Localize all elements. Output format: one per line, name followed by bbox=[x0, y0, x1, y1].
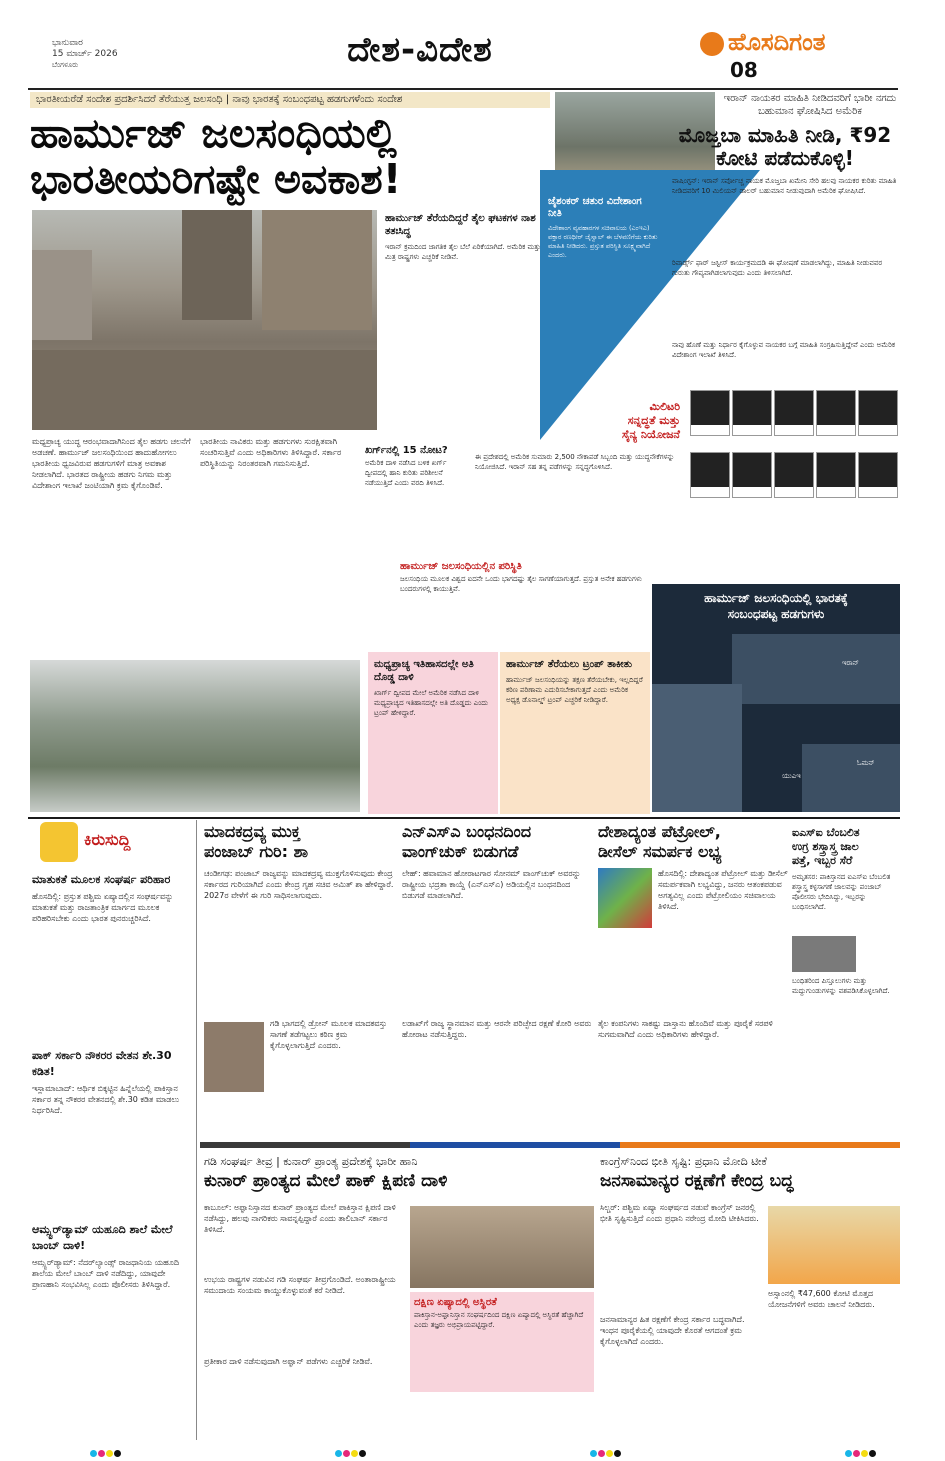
iran-kicker: ಇರಾನ್ ನಾಯಕರ ಮಾಹಿತಿ ನೀಡಿದವರಿಗೆ ಭಾರೀ ನಗದು ಬಹುಮಾನ ಘೋಷಿಸಿದ ಅಮೆರಿಕ bbox=[723, 93, 897, 117]
isis-headline-1: ಐಎಸ್‌ಐ ಬೆಂಬಲಿತ bbox=[792, 826, 860, 839]
portrait-10 bbox=[858, 452, 898, 498]
header-date: 15 ಮಾರ್ಚ್ 2026 bbox=[52, 49, 118, 59]
wanted-portraits bbox=[690, 390, 900, 515]
kiru-item-1-title: ಮಾತುಕತೆ ಮೂಲಕ ಸಂಘರ್ಷ ಪರಿಹಾರ bbox=[32, 873, 171, 886]
modi-photo bbox=[768, 1206, 900, 1284]
wangchuk-headline-1: ಎನ್‌ಎಸ್‌ಎ ಬಂಧನದಿಂದ bbox=[402, 822, 532, 841]
lead-side-head: ಹಾರ್ಮುಜ್ ತೆರೆಯದಿದ್ದರೆ ತೈಲ ಘಟಕಗಳ ನಾಶ ತತಃಸಿದ್ಧ bbox=[385, 213, 536, 237]
lead-headline-line2: ಭಾರತೀಯರಿಗಷ್ಟೇ ಅವಕಾಶ! bbox=[30, 155, 402, 203]
kiru-item-2-text: ಇಸ್ಲಾಮಾಬಾದ್: ಆರ್ಥಿಕ ಬಿಕ್ಕಟ್ಟಿನ ಹಿನ್ನೆಲೆಯಲ್ಲಿ ಪಾಕಿಸ್ತಾನ ಸರ್ಕಾರ ತನ್ನ ನೌಕರರ ವೇತನದಲ್ಲಿ ಶೇ.30 ಕಡಿತ ಮಾಡಲು ನಿರ್ಧರಿಸಿದೆ. bbox=[32, 1084, 180, 1115]
amit-shah-photo bbox=[204, 1022, 264, 1092]
fuel-pump-photo bbox=[598, 868, 652, 928]
petrol-headline-1: ದೇಶಾದ್ಯಂತ ಪೆಟ್ರೋಲ್, bbox=[598, 822, 721, 841]
kunar-photo bbox=[410, 1206, 594, 1288]
stat-box-title: ಖರ್ಗ್‌ನಲ್ಲಿ 15 ನೋಟ? bbox=[365, 445, 448, 456]
color-band bbox=[200, 1142, 900, 1148]
weapons-photo bbox=[792, 936, 856, 972]
kiru-item-1-text: ಹೊಸದಿಲ್ಲಿ: ಪ್ರಸ್ತುತ ಪಶ್ಚಿಮ ಏಷ್ಯಾದಲ್ಲಿನ ಸಂಘರ್ಷವನ್ನು ಮಾತುಕತೆ ಮತ್ತು ರಾಜತಾಂತ್ರಿಕ ಮಾರ್ಗದ ಮೂಲಕ ಪರಿಹರಿಸಬೇಕು ಎಂದು ಭಾರತ ಪುನರುಚ್ಚರಿಸಿದೆ. bbox=[32, 892, 174, 923]
modi-kicker: ಕಾಂಗ್ರೆಸ್‌ನಿಂದ ಭೀತಿ ಸೃಷ್ಟಿ: ಪ್ರಧಾನಿ ಮೋದಿ ಟೀಕೆ bbox=[600, 1155, 767, 1168]
story-wangchuk bbox=[402, 822, 592, 1168]
kiru-item-1 bbox=[32, 872, 192, 1011]
kunar-text-2: ಉಭಯ ರಾಷ್ಟ್ರಗಳ ನಡುವಿನ ಗಡಿ ಸಂಘರ್ಷ ತೀವ್ರಗೊಂಡಿದೆ. ಅಂತಾರಾಷ್ಟ್ರೀಯ ಸಮುದಾಯ ಸಂಯಮ ಕಾಯ್ದುಕೊಳ್ಳುವಂತೆ ಕರೆ ನೀಡಿದೆ. bbox=[204, 1275, 396, 1295]
kunar-headline: ಕುನಾರ್ ಪ್ರಾಂತ್ಯದ ಮೇಲೆ ಪಾಕ್ ಕ್ಷಿಪಣಿ ದಾಳಿ bbox=[204, 1171, 448, 1191]
map-title-1: ಹಾರ್ಮುಜ್ ಜಲಸಂಧಿಯಲ್ಲಿ ಭಾರತಕ್ಕೆ bbox=[704, 591, 848, 605]
modi-text-2: ಜನಸಾಮಾನ್ಯರ ಹಿತ ರಕ್ಷಣೆಗೆ ಕೇಂದ್ರ ಸರ್ಕಾರ ಬದ್ಧವಾಗಿದೆ. ಇಂಧನ ಪೂರೈಕೆಯಲ್ಲಿ ಯಾವುದೇ ಕೊರತೆ ಆಗದಂತೆ ಕ್ರಮ ಕೈಗೊಳ್ಳಲಾಗಿದೆ ಎಂದರು. bbox=[600, 1315, 745, 1346]
header-rule bbox=[28, 88, 898, 90]
modi-text-3: ಅಸ್ಸಾಂನಲ್ಲಿ ₹47,600 ಕೋಟಿ ಮೊತ್ತದ ಯೋಜನೆಗಳಿಗೆ ಅವರು ಚಾಲನೆ ನೀಡಿದರು. bbox=[768, 1289, 875, 1309]
portrait-3 bbox=[774, 390, 814, 436]
punjab-text: ಚಂಡೀಗಢ: ಪಂಜಾಬ್ ರಾಜ್ಯವನ್ನು ಮಾದಕದ್ರವ್ಯ ಮುಕ್ತಗೊಳಿಸುವುದು ಕೇಂದ್ರ ಸರ್ಕಾರದ ಗುರಿಯಾಗಿದೆ ಎಂದು ಕೇಂದ್ರ ಗೃಹ ಸಚಿವ ಅಮಿತ್ ಶಾ ಹೇಳಿದ್ದಾರೆ. 2027ರ ವೇಳೆಗೆ ಈ ಗುರಿ ಸಾಧಿಸಲಾಗುವುದು. bbox=[204, 869, 394, 900]
wangchuk-text-2: ಲಡಾಖ್‌ಗೆ ರಾಜ್ಯ ಸ್ಥಾನಮಾನ ಮತ್ತು ಆರನೇ ಪರಿಚ್ಛೇದ ರಕ್ಷಣೆ ಕೋರಿ ಅವರು ಹೋರಾಟ ನಡೆಸುತ್ತಿದ್ದರು. bbox=[402, 1019, 592, 1039]
middle-east-title: ಮಧ್ಯಪ್ರಾಚ್ಯ ಇತಿಹಾಸದಲ್ಲೇ ಅತಿ ದೊಡ್ಡ ದಾಳಿ bbox=[374, 659, 474, 683]
column-rule bbox=[196, 820, 197, 1440]
isis-headline-2: ಉಗ್ರ ಶಸ್ತ್ರಾಸ್ತ್ರ ಜಾಲ bbox=[792, 840, 859, 853]
situation-title: ಹಾರ್ಮುಜ್ ಜಲಸಂಧಿಯಲ್ಲಿನ ಪರಿಸ್ಥಿತಿ bbox=[400, 561, 522, 572]
lead-side-column bbox=[385, 212, 545, 442]
petrol-text-2: ತೈಲ ಕಂಪನಿಗಳು ಸಾಕಷ್ಟು ದಾಸ್ತಾನು ಹೊಂದಿವೆ ಮತ್ತು ಪೂರೈಕೆ ಸರಪಳಿ ಸುಗಮವಾಗಿದೆ ಎಂದು ಅಧಿಕಾರಿಗಳು ಹೇಳಿದ್ದಾರೆ. bbox=[598, 1019, 773, 1039]
kunar-text-3: ಪ್ರತೀಕಾರ ದಾಳಿ ನಡೆಸುವುದಾಗಿ ಅಫ್ಘಾನ್ ಪಡೆಗಳು ಎಚ್ಚರಿಕೆ ನೀಡಿವೆ. bbox=[204, 1357, 373, 1366]
header-day: ಭಾನುವಾರ bbox=[52, 38, 83, 48]
kiru-item-3-title: ಆಮ್ಸ್ಟರ್‌ಡ್ಯಾಮ್ ಯಹೂದಿ ಶಾಲೆ ಮೇಲೆ ಬಾಂಬ್ ದಾಳಿ! bbox=[32, 1223, 173, 1252]
military-title-1: ಮಿಲಿಟರಿ bbox=[649, 400, 680, 413]
blue-panel-text: ವಿದೇಶಾಂಗ ವ್ಯವಹಾರಗಳ ಸಚಿವಾಲಯ (ಎಂಇಎ) ವಕ್ತಾರ ರಣಧೀರ್ ಜೈಸ್ವಾಲ್ ಈ ಬೆಳವಣಿಗೆಯ ಕುರಿತು ಮಾಹಿತಿ ನೀಡಿದರು. ಪ್ರಸ್ತುತ ಪರಿಸ್ಥಿತಿ ಸೂಕ್ಷ್ಮವಾಗಿದೆ ಎಂದರು. bbox=[548, 224, 658, 259]
situation-box bbox=[400, 560, 650, 624]
trump-box bbox=[500, 652, 650, 814]
portrait-7 bbox=[732, 452, 772, 498]
kunar-kicker: ಗಡಿ ಸಂಘರ್ಷ ತೀವ್ರ | ಕುನಾರ್ ಪ್ರಾಂತ್ಯ ಪ್ರದೇಶಕ್ಕೆ ಭಾರೀ ಹಾನಿ bbox=[204, 1155, 418, 1168]
lead-body-col2: ಭಾರತೀಯ ನಾವಿಕರು ಮತ್ತು ಹಡಗುಗಳು ಸುರಕ್ಷಿತವಾಗಿ ಸಂಚರಿಸುತ್ತಿವೆ ಎಂದು ಅಧಿಕಾರಿಗಳು ತಿಳಿಸಿದ್ದಾರೆ. ಸರ್ಕಾರ ಪರಿಸ್ಥಿತಿಯನ್ನು ನಿರಂತರವಾಗಿ ಗಮನಿಸುತ್ತಿದೆ. bbox=[200, 437, 342, 468]
iran-headline: ಮೊಜ್ತಬಾ ಮಾಹಿತಿ ನೀಡಿ, ₹92 ಕೋಟಿ ಪಡೆದುಕೊಳ್ಳಿ! bbox=[678, 123, 892, 170]
section-title: ದೇಶ-ವಿದೇಶ bbox=[347, 30, 493, 70]
kiru-item-3 bbox=[32, 1222, 192, 1437]
military-text: ಈ ಪ್ರದೇಶದಲ್ಲಿ ಅಮೆರಿಕ ಸುಮಾರು 2,500 ನೌಕಾಪಡೆ ಸಿಬ್ಬಂದಿ ಮತ್ತು ಯುದ್ಧನೌಕೆಗಳನ್ನು ನಿಯೋಜಿಸಿದೆ. ಇರಾನ್ ಸಹ ತನ್ನ ಪಡೆಗಳನ್ನು ಸನ್ನದ್ಧಗೊಳಿಸಿದೆ. bbox=[475, 453, 675, 471]
story-punjab bbox=[204, 822, 394, 1148]
header-date-block bbox=[52, 38, 118, 71]
portrait-6 bbox=[690, 452, 730, 498]
map-label-oman: ಓಮನ್ bbox=[857, 759, 875, 767]
kiru-item-3-text: ಆಮ್ಸ್ಟರ್‌ಡ್ಯಾಮ್: ನೆದರ್‌ಲ್ಯಾಂಡ್ಸ್ ರಾಜಧಾನಿಯ ಯಹೂದಿ ಶಾಲೆಯ ಮೇಲೆ ಬಾಂಬ್ ದಾಳಿ ನಡೆದಿದ್ದು, ಯಾವುದೇ ಪ್ರಾಣಹಾನಿ ಸಂಭವಿಸಿಲ್ಲ ಎಂದು ಪೊಲೀಸರು ತಿಳಿಸಿದ್ದಾರೆ. bbox=[32, 1258, 180, 1289]
kunar-box-text: ಪಾಕಿಸ್ತಾನ-ಅಫ್ಘಾನಿಸ್ತಾನ ಸಂಘರ್ಷದಿಂದ ದಕ್ಷಿಣ ಏಷ್ಯಾದಲ್ಲಿ ಅಸ್ಥಿರತೆ ಹೆಚ್ಚಾಗಿದೆ ಎಂದು ತಜ್ಞರು ಅಭಿಪ್ರಾಯಪಟ್ಟಿದ್ದಾರೆ. bbox=[414, 1311, 584, 1329]
story-petrol bbox=[598, 822, 788, 1158]
story-modi bbox=[600, 1154, 900, 1346]
wangchuk-headline-2: ವಾಂಗ್‌ಚುಕ್ ಬಿಡುಗಡೆ bbox=[402, 842, 519, 861]
brand-logo bbox=[700, 28, 895, 80]
portrait-9 bbox=[816, 452, 856, 498]
military-title-2: ಸನ್ನದ್ಧತೆ ಮತ್ತು bbox=[627, 414, 680, 427]
stat-box-text: ಅಮೆರಿಕ ದಾಳಿ ನಡೆಸಿದ ಬಳಿಕ ಖರ್ಗ್ ದ್ವೀಪದಲ್ಲಿ ಹಾನಿ ಕುರಿತು ಪರಿಶೀಲನೆ ನಡೆಯುತ್ತಿದೆ ಎಂದು ವರದಿ ತಿಳಿಸಿದೆ. bbox=[365, 459, 447, 487]
military-box bbox=[585, 400, 680, 442]
brand-emblem-icon bbox=[700, 32, 724, 56]
lead-headline-line1: ಹಾರ್ಮುಜ್ ಜಲಸಂಧಿಯಲ್ಲಿ bbox=[30, 109, 397, 157]
registration-marks-2 bbox=[335, 1442, 371, 1450]
header-city: ಬೆಂಗಳೂರು bbox=[52, 61, 79, 69]
petrol-text: ಹೊಸದಿಲ್ಲಿ: ದೇಶಾದ್ಯಂತ ಪೆಟ್ರೋಲ್ ಮತ್ತು ಡೀಸೆಲ್ ಸಮರ್ಪಕವಾಗಿ ಲಭ್ಯವಿದ್ದು, ಜನರು ಆತಂಕಪಡುವ ಅಗತ್ಯವಿಲ್ಲ ಎಂದು ಪೆಟ್ರೋಲಿಯಂ ಸಚಿವಾಲಯ ತಿಳಿಸಿದೆ. bbox=[658, 869, 788, 911]
blue-panel-content bbox=[548, 196, 658, 384]
hand-icon bbox=[40, 822, 78, 862]
lead-side-text: ಇರಾನ್ ಕ್ರಮದಿಂದ ಜಾಗತಿಕ ತೈಲ ಬೆಲೆ ಏರಿಕೆಯಾಗಿದೆ. ಅಮೆರಿಕ ಮತ್ತು ಮಿತ್ರ ರಾಷ್ಟ್ರಗಳು ಎಚ್ಚರಿಕೆ ನೀಡಿವೆ. bbox=[385, 243, 541, 261]
story-kunar bbox=[204, 1154, 594, 1366]
punjab-text-2: ಗಡಿ ಭಾಗದಲ್ಲಿ ಡ್ರೋನ್ ಮೂಲಕ ಮಾದಕವಸ್ತು ಸಾಗಣೆ ತಡೆಗಟ್ಟಲು ಕಠಿಣ ಕ್ರಮ ಕೈಗೊಳ್ಳಲಾಗುತ್ತಿದೆ ಎಂದರು. bbox=[270, 1019, 387, 1050]
kiru-suddi-logo bbox=[40, 820, 180, 866]
wangchuk-text: ಲೇಹ್: ಹವಾಮಾನ ಹೋರಾಟಗಾರ ಸೋನಮ್ ವಾಂಗ್‌ಚುಕ್ ಅವರನ್ನು ರಾಷ್ಟ್ರೀಯ ಭದ್ರತಾ ಕಾಯ್ದೆ (ಎನ್‌ಎಸ್‌ಎ) ಅಡಿಯಲ್ಲಿನ ಬಂಧನದಿಂದ ಬಿಡುಗಡೆ ಮಾಡಲಾಗಿದೆ. bbox=[402, 869, 581, 900]
kiru-item-2 bbox=[32, 1048, 192, 1203]
military-title-3: ಸೈನ್ಯ ನಿಯೋಜನೆ bbox=[622, 428, 680, 441]
isis-text-2: ಬಂಧಿತರಿಂದ ಪಿಸ್ತೂಲುಗಳು ಮತ್ತು ಮದ್ದುಗುಂಡುಗಳನ್ನು ವಶಪಡಿಸಿಕೊಳ್ಳಲಾಗಿದೆ. bbox=[792, 977, 890, 995]
trump-text: ಹಾರ್ಮುಜ್ ಜಲಸಂಧಿಯನ್ನು ತಕ್ಷಣ ತೆರೆಯಬೇಕು, ಇಲ್ಲದಿದ್ದರೆ ಕಠಿಣ ಪರಿಣಾಮ ಎದುರಿಸಬೇಕಾಗುತ್ತದೆ ಎಂದು ಅಮೆರಿಕ ಅಧ್ಯಕ್ಷ ಡೊನಾಲ್ಡ್ ಟ್ರಂಪ್ ಎಚ್ಚರಿಕೆ ನೀಡಿದ್ದಾರೆ. bbox=[506, 676, 643, 704]
map-title bbox=[658, 590, 894, 622]
lead-body-col1: ಮಧ್ಯಪ್ರಾಚ್ಯ ಯುದ್ಧ ಆರಂಭವಾದಾಗಿನಿಂದ ತೈಲ ಹಡಗು ಚಲನೆಗೆ ಅಡಚಣೆ. ಹಾರ್ಮುಜ್ ಜಲಸಂಧಿಯಿಂದ ಹಾದುಹೋಗಲು ಭಾರತೀಯ ಧ್ವಜವಿರುವ ಹಡಗುಗಳಿಗೆ ಮಾತ್ರ ಅವಕಾಶ ನೀಡಲಾಗಿದೆ. ಭಾರತದ ರಾಷ್ಟ್ರೀಯ ಹಡಗು ನಿಗಮ ಮತ್ತು ವಿದೇಶಾಂಗ ಇಲಾಖೆ ಜಂಟಿಯಾಗಿ ಕ್ರಮ ಕೈಗೊಂಡಿವೆ. bbox=[32, 437, 191, 490]
middle-east-box bbox=[368, 652, 498, 814]
kunar-box bbox=[410, 1292, 594, 1392]
story-isis bbox=[792, 826, 902, 1136]
situation-text: ಜಲಸಂಧಿಯ ಮೂಲಕ ವಿಶ್ವದ ಐದನೇ ಒಂದು ಭಾಗದಷ್ಟು ತೈಲ ಸಾಗಣೆಯಾಗುತ್ತದೆ. ಪ್ರಸ್ತುತ ಅನೇಕ ಹಡಗುಗಳು ಬಂದರುಗಳಲ್ಲಿ ಕಾಯುತ್ತಿವೆ. bbox=[400, 575, 642, 593]
modi-headline: ಜನಸಾಮಾನ್ಯರ ರಕ್ಷಣೆಗೆ ಕೇಂದ್ರ ಬದ್ಧ bbox=[600, 1171, 794, 1191]
punjab-headline-2: ಪಂಜಾಬ್ ಗುರಿ: ಶಾ bbox=[204, 842, 309, 861]
kiru-suddi-title: ಕಿರುಸುದ್ದಿ bbox=[84, 830, 131, 849]
section-divider bbox=[28, 817, 900, 819]
petrol-headline-2: ಡೀಸೆಲ್ ಸಮರ್ಪಕ ಲಭ್ಯ bbox=[598, 842, 722, 861]
brand-name: ಹೊಸದಿಗಂತ bbox=[728, 28, 826, 56]
rubble-photo bbox=[32, 210, 377, 430]
registration-marks-4 bbox=[845, 1442, 881, 1450]
iran-text-3: ನಾವು ಹೊಣೆ ಮತ್ತು ನಿರ್ಧಾರ ಕೈಗೊಳ್ಳುವ ನಾಯಕರ ಬಗ್ಗೆ ಮಾಹಿತಿ ಸಂಗ್ರಹಿಸುತ್ತಿದ್ದೇವೆ ಎಂದು ಅಮೆರಿಕ ವಿದೇಶಾಂಗ ಇಲಾಖೆ ತಿಳಿಸಿದೆ. bbox=[672, 341, 896, 359]
kiru-item-2-title: ಪಾಕ್ ಸರ್ಕಾರಿ ನೌಕರರ ವೇತನ ಶೇ.30 ಕಡಿತ! bbox=[32, 1049, 172, 1078]
registration-marks-3 bbox=[590, 1442, 626, 1450]
registration-marks-1 bbox=[90, 1442, 126, 1450]
map-label-iran: ಇರಾನ್ bbox=[842, 659, 859, 667]
portrait-4 bbox=[816, 390, 856, 436]
middle-east-text: ಖಾರ್ಗ್ ದ್ವೀಪದ ಮೇಲೆ ಅಮೆರಿಕ ನಡೆಸಿದ ದಾಳಿ ಮಧ್ಯಪ್ರಾಚ್ಯದ ಇತಿಹಾಸದಲ್ಲೇ ಅತಿ ದೊಡ್ಡದು ಎಂದು ಟ್ರಂಪ್ ಹೇಳಿದ್ದಾರೆ. bbox=[374, 689, 488, 717]
isis-text: ಅಮೃತಸರ: ಪಾಕಿಸ್ತಾನದ ಐಎಸ್‌ಐ ಬೆಂಬಲಿತ ಶಸ್ತ್ರಾಸ್ತ್ರ ಕಳ್ಳಸಾಗಣೆ ಜಾಲವನ್ನು ಪಂಜಾಬ್ ಪೊಲೀಸರು ಭೇದಿಸಿದ್ದು, ಇಬ್ಬರನ್ನು ಬಂಧಿಸಲಾಗಿದೆ. bbox=[792, 873, 891, 911]
kunar-box-title: ದಕ್ಷಿಣ ಏಷ್ಯಾದಲ್ಲಿ ಅಸ್ಥಿರತೆ bbox=[414, 1297, 497, 1308]
page-number: 08 bbox=[730, 58, 758, 82]
lead-kicker: ಭಾರತೀಯರೆಡೆ ಸಂದೇಶ ಪ್ರದರ್ಶಿಸಿದರೆ ತೆರೆಯುತ್ತ ಜಲಸಂಧಿ | ನಾವು ಭಾರತಕ್ಕೆ ಸಂಬಂಧಪಟ್ಟ ಹಡಗುಗಳೆಂದು ಸಂದೇಶ bbox=[30, 92, 550, 108]
lead-headline bbox=[30, 110, 550, 202]
blue-panel-title: ಜೈಶಂಕರ್ ಚತುರ ವಿದೇಶಾಂಗ ನೀತಿ bbox=[548, 196, 642, 219]
isis-headline-3: ಪತ್ತೆ, ಇಬ್ಬರ ಸೆರೆ bbox=[792, 854, 853, 867]
trump-title: ಹಾರ್ಮುಜ್ ತೆರೆಯಲು ಟ್ರಂಪ್ ತಾಕೀತು bbox=[506, 659, 633, 670]
portrait-5 bbox=[858, 390, 898, 436]
iran-text-2: ರಿವಾರ್ಡ್ಸ್ ಫಾರ್ ಜಸ್ಟೀಸ್ ಕಾರ್ಯಕ್ರಮದಡಿ ಈ ಘೋಷಣೆ ಮಾಡಲಾಗಿದ್ದು, ಮಾಹಿತಿ ನೀಡುವವರ ಗುರುತು ಗೌಪ್ಯವಾಗಿಡಲಾಗುವುದು ಎಂದು ತಿಳಿಸಲಾಗಿದೆ. bbox=[672, 259, 883, 277]
portrait-8 bbox=[774, 452, 814, 498]
iran-text: ವಾಷಿಂಗ್ಟನ್: ಇರಾನ್ ಸರ್ವೋಚ್ಚ ನಾಯಕ ಮೊಜ್ತಬಾ ಖಮೇನಿ ಸೇರಿ ಹಲವು ನಾಯಕರ ಕುರಿತು ಮಾಹಿತಿ ನೀಡಿದವರಿಗೆ 10 ಮಿಲಿಯನ್ ಡಾಲರ್ ಬಹುಮಾನ ನೀಡುವುದಾಗಿ ಅಮೆರಿಕ ಘೋಷಿಸಿದೆ. bbox=[672, 177, 897, 195]
punjab-headline-1: ಮಾದಕದ್ರವ್ಯ ಮುಕ್ತ bbox=[204, 822, 301, 841]
portrait-2 bbox=[732, 390, 772, 436]
helicopter-photo bbox=[30, 660, 360, 812]
portrait-1 bbox=[690, 390, 730, 436]
map-title-2: ಸಂಬಂಧಪಟ್ಟ ಹಡಗುಗಳು bbox=[727, 607, 825, 621]
map-label-uae: ಯುಎಇ bbox=[782, 772, 801, 780]
kunar-text: ಕಾಬೂಲ್: ಅಫ್ಘಾನಿಸ್ತಾನದ ಕುನಾರ್ ಪ್ರಾಂತ್ಯದ ಮೇಲೆ ಪಾಕಿಸ್ತಾನ ಕ್ಷಿಪಣಿ ದಾಳಿ ನಡೆಸಿದ್ದು, ಹಲವು ನಾಗರಿಕರು ಸಾವನ್ನಪ್ಪಿದ್ದಾರೆ ಎಂದು ತಾಲಿಬಾನ್ ಸರ್ಕಾರ ತಿಳಿಸಿದೆ. bbox=[204, 1203, 396, 1234]
modi-text: ಸಿಲ್ಚರ್: ಪಶ್ಚಿಮ ಏಷ್ಯಾ ಸಂಘರ್ಷದ ನಡುವೆ ಕಾಂಗ್ರೆಸ್ ಜನರಲ್ಲಿ ಭೀತಿ ಸೃಷ್ಟಿಸುತ್ತಿದೆ ಎಂದು ಪ್ರಧಾನಿ ನರೇಂದ್ರ ಮೋದಿ ಟೀಕಿಸಿದರು. bbox=[600, 1203, 759, 1223]
